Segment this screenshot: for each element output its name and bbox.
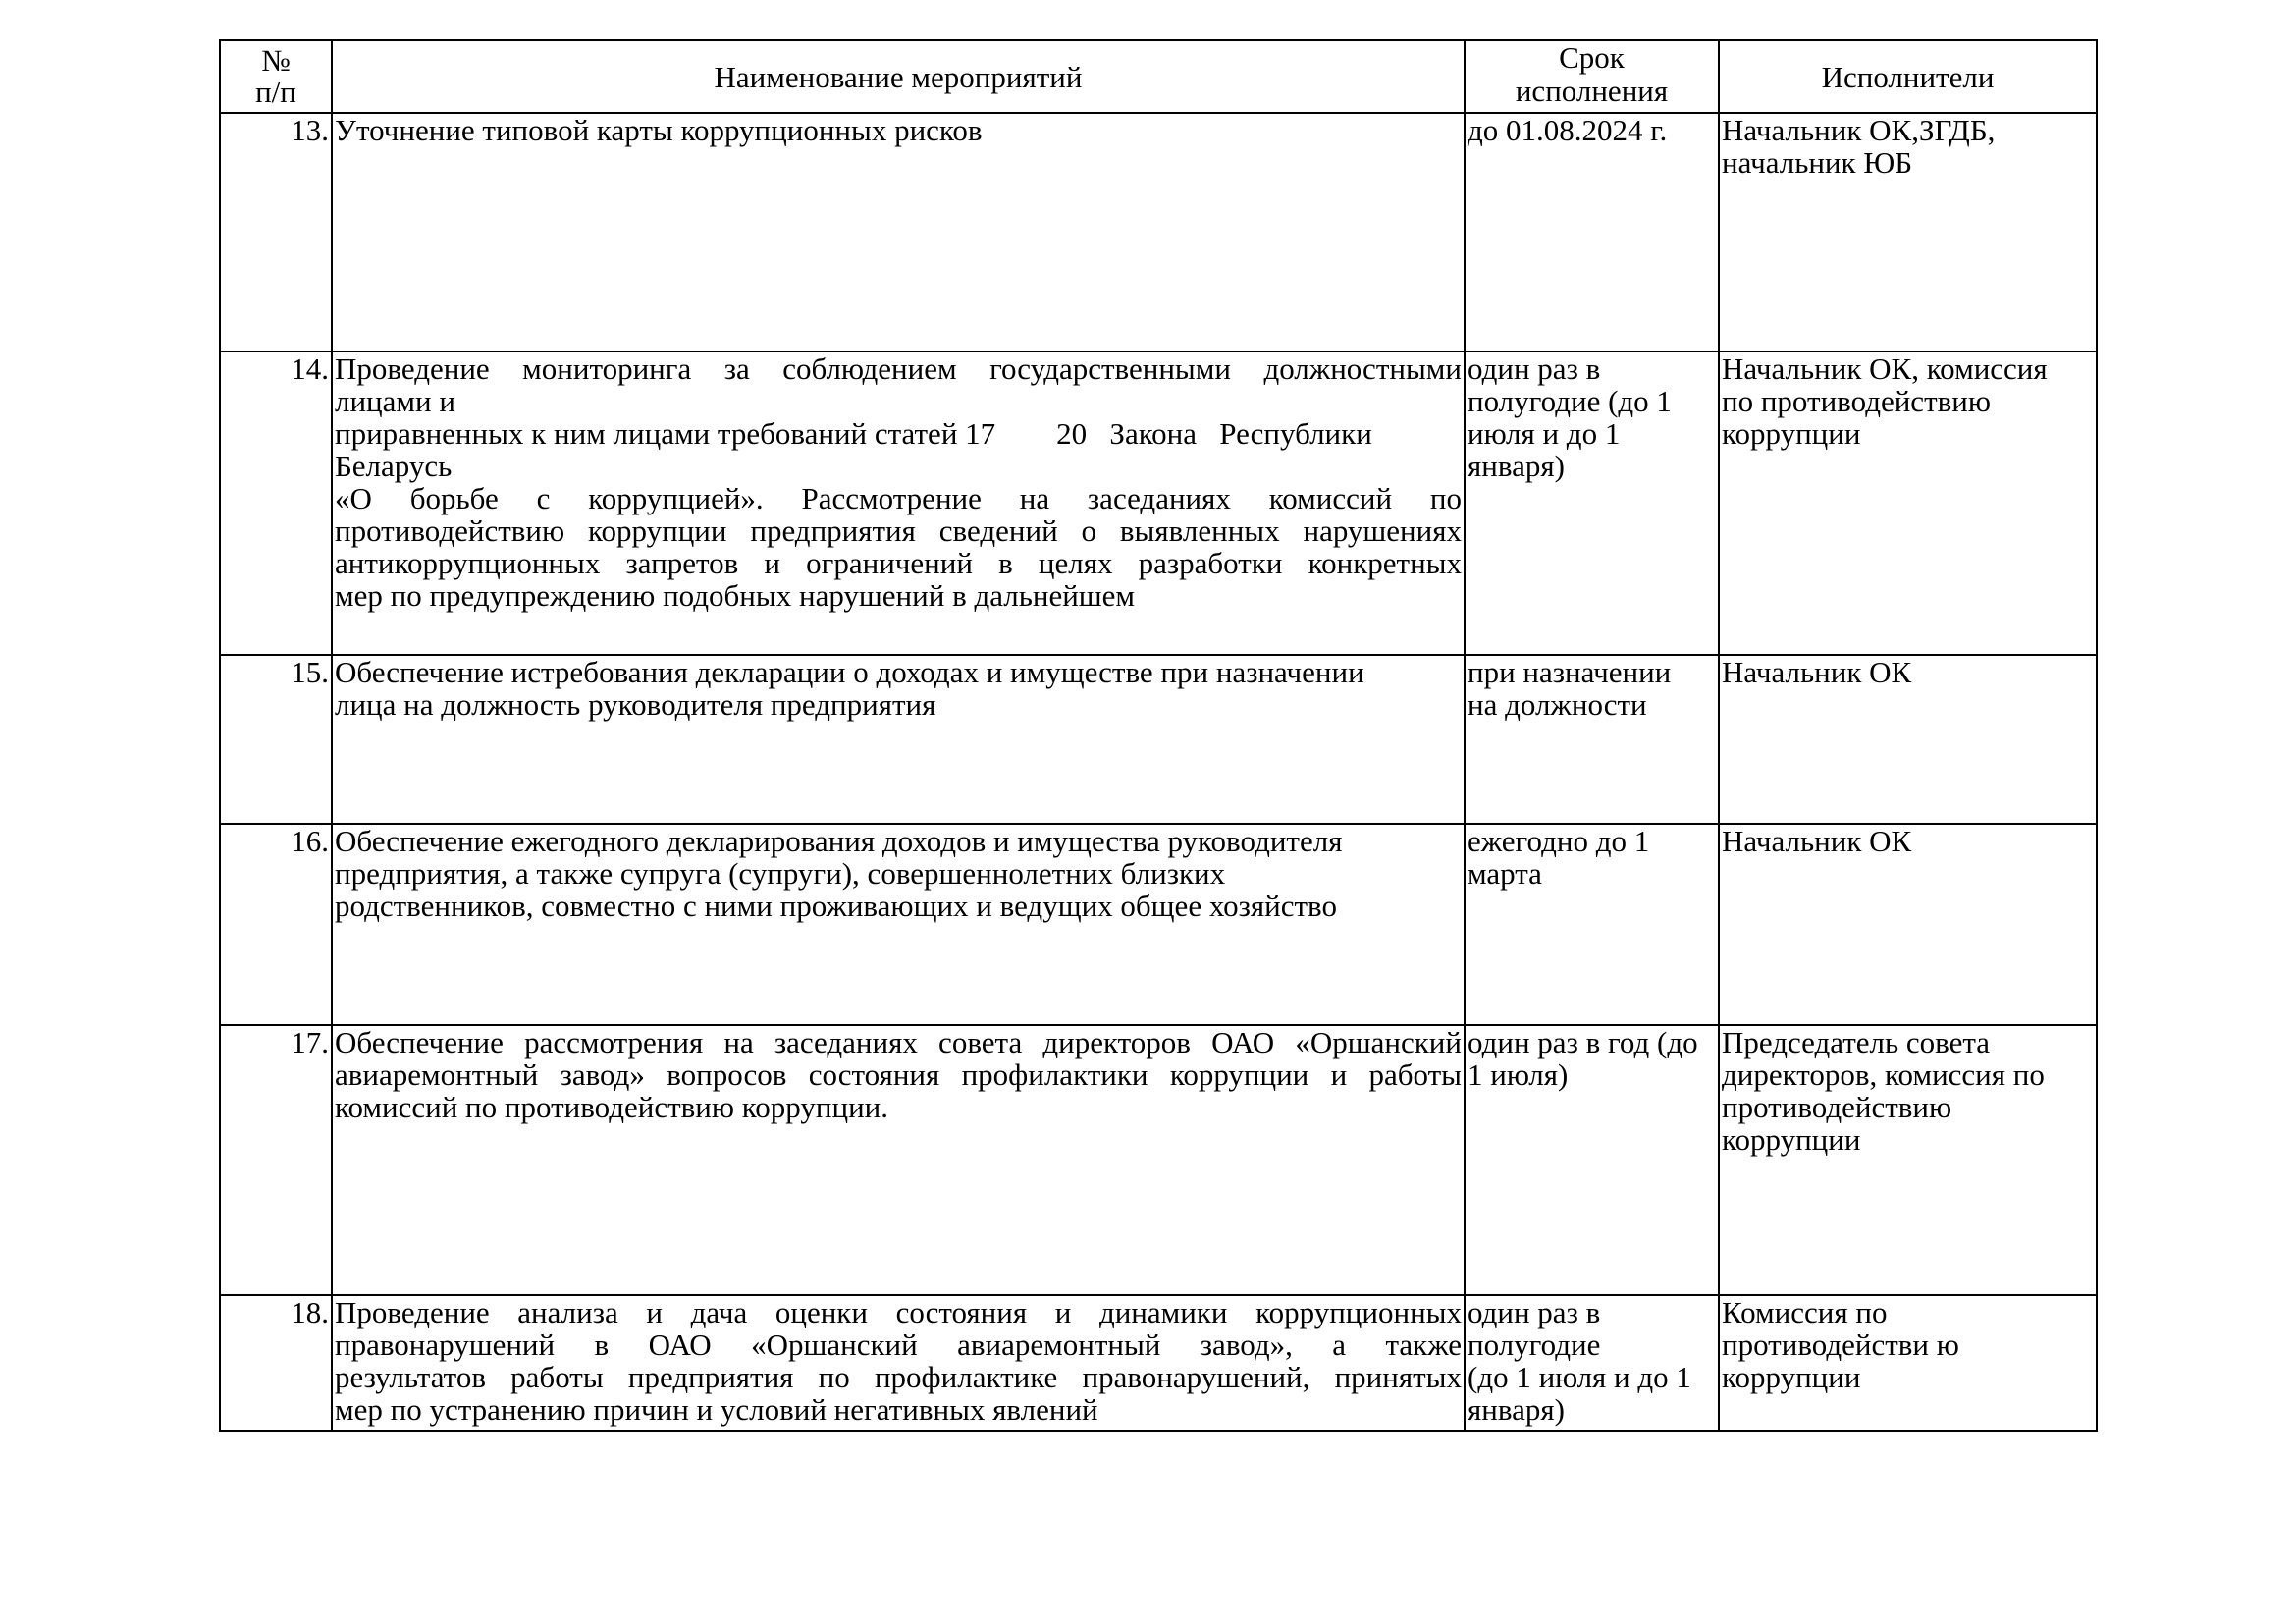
deadline-line: при назначении xyxy=(1468,655,1672,689)
executors-line: Начальник ОК,ЗГДБ, xyxy=(1722,113,1996,147)
row-number: 15. xyxy=(220,655,332,824)
measure-name-line: комиссий по противодействию коррупции. xyxy=(335,1090,888,1124)
measure-name-line: Проведение мониторинга за соблюдением государственными должностными xyxy=(335,352,1462,386)
executors-line: Начальник ОК xyxy=(1722,824,1912,858)
measure-name-line: результатов работы предприятия по профилактике правонарушений, принятых xyxy=(335,1360,1462,1394)
measure-name-line: правонарушений в ОАО «Оршанский авиаремонтный завод», а также xyxy=(335,1327,1462,1362)
executors-line: начальник ЮБ xyxy=(1722,145,1912,180)
executors-line: противодействию xyxy=(1722,1090,1952,1124)
measure-name-line: Беларусь xyxy=(335,449,453,483)
executors-line: коррупции xyxy=(1722,416,1861,451)
deadline-line: ежегодно до 1 xyxy=(1468,824,1650,858)
deadline-line: 1 июля) xyxy=(1468,1057,1569,1092)
table-row xyxy=(220,824,2097,1025)
deadline-line: на должности xyxy=(1468,687,1647,722)
header-number xyxy=(220,40,332,113)
executors-line: директоров, комиссия по xyxy=(1722,1057,2045,1092)
row-number: 17. xyxy=(220,1025,332,1295)
executors xyxy=(1719,1025,2097,1295)
header-number-line2: п/п xyxy=(255,75,296,109)
measure-name xyxy=(332,655,1465,824)
deadline-line: июля и до 1 xyxy=(1468,416,1621,451)
executors xyxy=(1719,824,2097,1025)
executors-line: коррупции xyxy=(1722,1122,1861,1157)
table-row xyxy=(220,1295,2097,1431)
deadline xyxy=(1465,1025,1719,1295)
table-header-row xyxy=(220,40,2097,113)
measure-name-line: Обеспечение рассмотрения на заседаниях совета директоров ОАО «Оршанский xyxy=(335,1025,1462,1059)
executors-line: коррупции xyxy=(1722,1360,1861,1394)
measure-name xyxy=(332,1025,1465,1295)
deadline-line: полугодие xyxy=(1468,1327,1601,1362)
table-row xyxy=(220,352,2097,655)
measure-name-line: авиаремонтный завод» вопросов состояния профилактики коррупции и работы xyxy=(335,1057,1462,1092)
executors-line: Председатель совета xyxy=(1722,1025,1991,1059)
deadline xyxy=(1465,824,1719,1025)
row-number: 16. xyxy=(220,824,332,1025)
measure-name-line: мер по устранению причин и условий негативных явлений xyxy=(335,1392,1098,1427)
deadline-line: января) xyxy=(1468,449,1565,483)
measure-name-line: антикоррупционных запретов и ограничений в целях разработки конкретных xyxy=(335,546,1462,580)
measure-name-line: родственников, совместно с ними проживающих и ведущих общее хозяйство xyxy=(335,889,1337,923)
table-row xyxy=(220,113,2097,352)
deadline-line: один раз в год (до xyxy=(1468,1025,1698,1059)
executors-line: по противодействию xyxy=(1722,384,1992,418)
deadline xyxy=(1465,655,1719,824)
measures-table xyxy=(219,39,2098,1432)
executors xyxy=(1719,113,2097,352)
measure-name-line: лица на должность руководителя предприятия xyxy=(335,687,936,722)
deadline-line: полугодие (до 1 xyxy=(1468,384,1672,418)
executors xyxy=(1719,352,2097,655)
header-deadline xyxy=(1465,40,1719,113)
table-row xyxy=(220,1025,2097,1295)
measure-name xyxy=(332,352,1465,655)
row-number: 13. xyxy=(220,113,332,352)
deadline-line: (до 1 июля и до 1 xyxy=(1468,1360,1691,1394)
deadline-line: января) xyxy=(1468,1392,1565,1427)
executors-line: Начальник ОК xyxy=(1722,655,1912,689)
header-deadline-line2: исполнения xyxy=(1515,74,1669,108)
measure-name xyxy=(332,113,1465,352)
deadline-line: марта xyxy=(1468,856,1542,891)
measure-name xyxy=(332,824,1465,1025)
executors-line: противодействи ю xyxy=(1722,1327,1959,1362)
deadline-line: один раз в xyxy=(1468,352,1601,386)
measure-name-line: Обеспечение ежегодного декларирования доходов и имущества руководителя xyxy=(335,824,1343,858)
measure-name-line: Обеспечение истребования декларации о доходах и имуществе при назначении xyxy=(335,655,1364,689)
executors xyxy=(1719,655,2097,824)
measure-name-line: предприятия, а также супруга (супруги), совершеннолетних близких xyxy=(335,856,1226,891)
measure-name-line: Уточнение типовой карты коррупционных рисков xyxy=(335,113,983,147)
executors-line: Начальник ОК, комиссия xyxy=(1722,352,2048,386)
measure-name-line: приравненных к ним лицами требований статей 17 20 Закона Республики xyxy=(335,416,1372,451)
measure-name xyxy=(332,1295,1465,1431)
deadline xyxy=(1465,352,1719,655)
deadline-line: один раз в xyxy=(1468,1295,1601,1329)
row-number: 14. xyxy=(220,352,332,655)
row-number: 18. xyxy=(220,1295,332,1431)
deadline xyxy=(1465,1295,1719,1431)
measure-name-line: «О борьбе с коррупцией». Рассмотрение на заседаниях комиссий по xyxy=(335,481,1462,515)
header-measure-name: Наименование мероприятий xyxy=(332,40,1465,113)
header-executors: Исполнители xyxy=(1719,40,2097,113)
header-deadline-line1: Срок xyxy=(1559,40,1625,75)
table-row xyxy=(220,655,2097,824)
measure-name-line: противодействию коррупции предприятия сведений о выявленных нарушениях xyxy=(335,514,1462,548)
executors xyxy=(1719,1295,2097,1431)
deadline: до 01.08.2024 г. xyxy=(1465,113,1719,352)
executors-line: Комиссия по xyxy=(1722,1295,1888,1329)
measure-name-line: мер по предупреждению подобных нарушений в дальнейшем xyxy=(335,578,1136,613)
measure-name-line: Проведение анализа и дача оценки состояния и динамики коррупционных xyxy=(335,1295,1462,1329)
measure-name-line: лицами и xyxy=(335,384,455,418)
header-number-line1: № xyxy=(261,43,291,78)
